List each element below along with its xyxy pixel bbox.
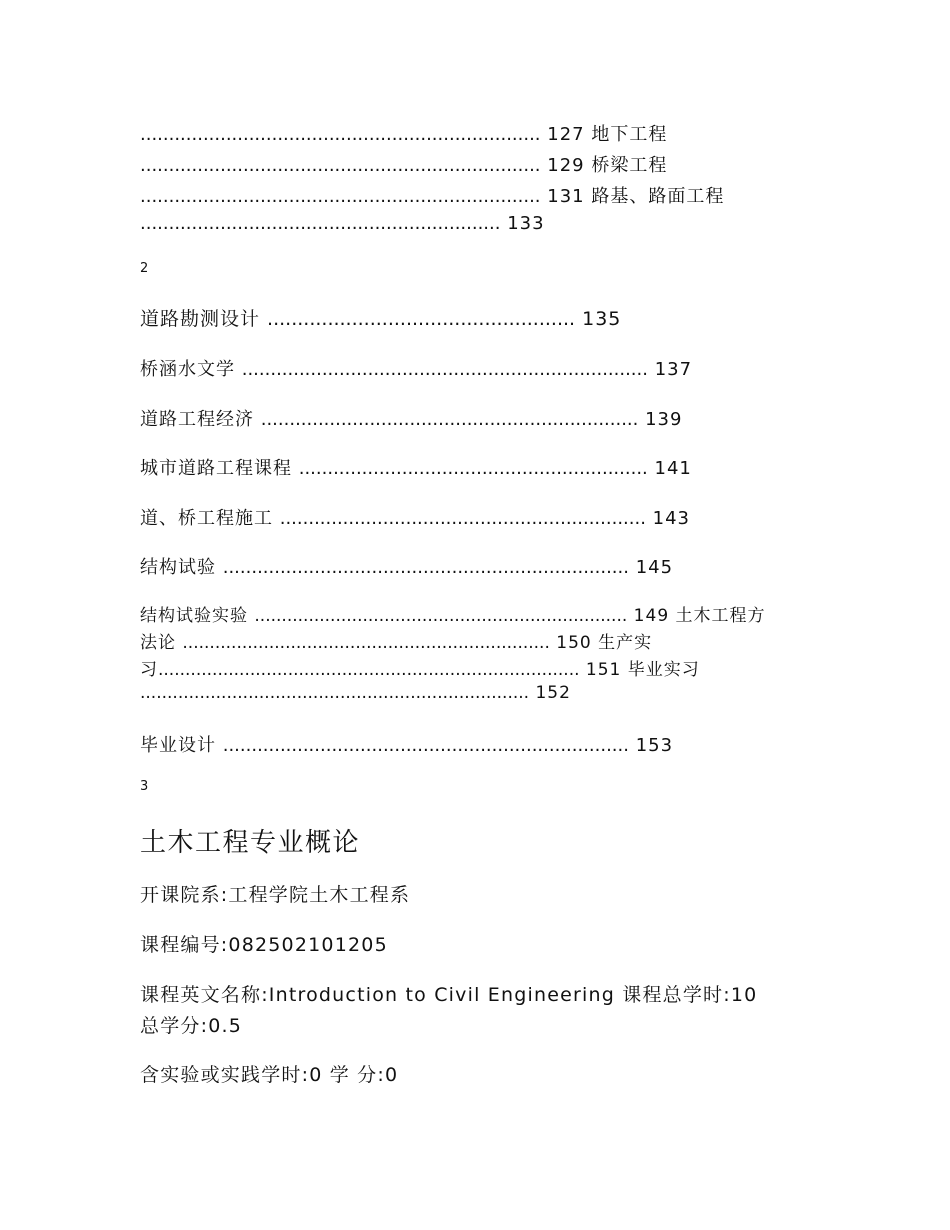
toc-entry-structural-test[interactable] — [140, 553, 673, 579]
toc-dots: ....................................................................... — [222, 557, 629, 578]
toc-dots: ............................................................. — [298, 458, 648, 479]
toc-entry-urban-road[interactable] — [140, 454, 692, 480]
toc-entry-title: 结构试验 — [140, 557, 223, 578]
toc-entry-page: 137 — [647, 359, 693, 380]
toc-line-150[interactable] — [140, 628, 652, 653]
toc-dots: .............................................................................. — [158, 660, 580, 680]
toc-dots: .................................................................... — [182, 633, 550, 653]
toc-entry-title: 结构试验实验 — [140, 606, 255, 626]
toc-entry-title: 道路勘测设计 — [140, 308, 268, 330]
toc-entry-graduation-design[interactable] — [140, 731, 673, 757]
toc-entry-page: 141 — [647, 458, 692, 479]
course-department: 开课院系:工程学院土木工程系 — [140, 884, 411, 906]
toc-dots: .................................................................. — [260, 409, 639, 430]
course-title: 土木工程专业概论 — [140, 828, 361, 858]
toc-line-131[interactable] — [140, 182, 724, 208]
toc-entry-page: 139 — [638, 409, 683, 430]
course-code: 课程编号:082502101205 — [140, 934, 388, 956]
toc-dots: ................................................................ — [279, 508, 646, 529]
toc-entry-text: 150 生产实 — [549, 633, 653, 653]
toc-dots: ...................................................................... — [140, 155, 541, 176]
page-number: 3 — [140, 779, 149, 794]
toc-entry-text: 131 路基、路面工程 — [540, 186, 725, 207]
toc-line-152[interactable] — [140, 683, 571, 703]
toc-entry-page: 143 — [645, 508, 690, 529]
toc-entry-road-survey[interactable] — [140, 304, 621, 331]
toc-line-133[interactable] — [140, 213, 545, 234]
toc-dots: ....................................................................... — [241, 359, 648, 380]
course-lab-hours: 含实验或实践学时:0 学 分:0 — [140, 1064, 399, 1086]
toc-entry-text: 149 土木工程方 — [627, 606, 766, 626]
toc-entry-road-economics[interactable] — [140, 405, 682, 431]
toc-dots: ..................................................................... — [254, 606, 628, 626]
toc-entry-title: 法论 — [140, 633, 183, 653]
toc-entry-text: 151 毕业实习 — [579, 660, 700, 680]
toc-entry-hydrology[interactable] — [140, 355, 692, 381]
toc-entry-text: 127 地下工程 — [540, 124, 668, 145]
toc-entry-text: 129 桥梁工程 — [540, 155, 668, 176]
toc-dots: ........................................................................ — [140, 683, 530, 703]
page-number: 2 — [140, 261, 149, 276]
course-credits: 总学分:0.5 — [140, 1015, 243, 1037]
course-english-name: 课程英文名称:Introduction to Civil Engineering 课程总学时:10 — [140, 984, 758, 1006]
toc-line-127[interactable] — [140, 120, 667, 146]
toc-line-129[interactable] — [140, 151, 667, 177]
toc-entry-title: 城市道路工程课程 — [140, 458, 299, 479]
toc-entry-page: 145 — [628, 557, 674, 578]
toc-entry-construction[interactable] — [140, 504, 690, 530]
toc-entry-title: 桥涵水文学 — [140, 359, 242, 380]
toc-entry-page: 135 — [575, 308, 622, 330]
toc-dots: ....................................................................... — [222, 735, 629, 756]
toc-entry-title: 毕业设计 — [140, 735, 223, 756]
toc-entry-title: 道路工程经济 — [140, 409, 261, 430]
toc-dots: ...................................................................... — [140, 186, 541, 207]
toc-dots: ............................................................... — [140, 213, 501, 234]
toc-entry-page: 153 — [628, 735, 674, 756]
toc-entry-text: 133 — [500, 213, 545, 234]
toc-dots: ...................................................................... — [140, 124, 541, 145]
toc-entry-title: 习 — [140, 660, 158, 680]
toc-entry-text: 152 — [529, 683, 571, 703]
toc-line-151[interactable] — [140, 655, 700, 680]
toc-entry-title: 道、桥工程施工 — [140, 508, 280, 529]
toc-dots: ................................................... — [267, 308, 576, 330]
toc-line-149[interactable] — [140, 601, 766, 626]
